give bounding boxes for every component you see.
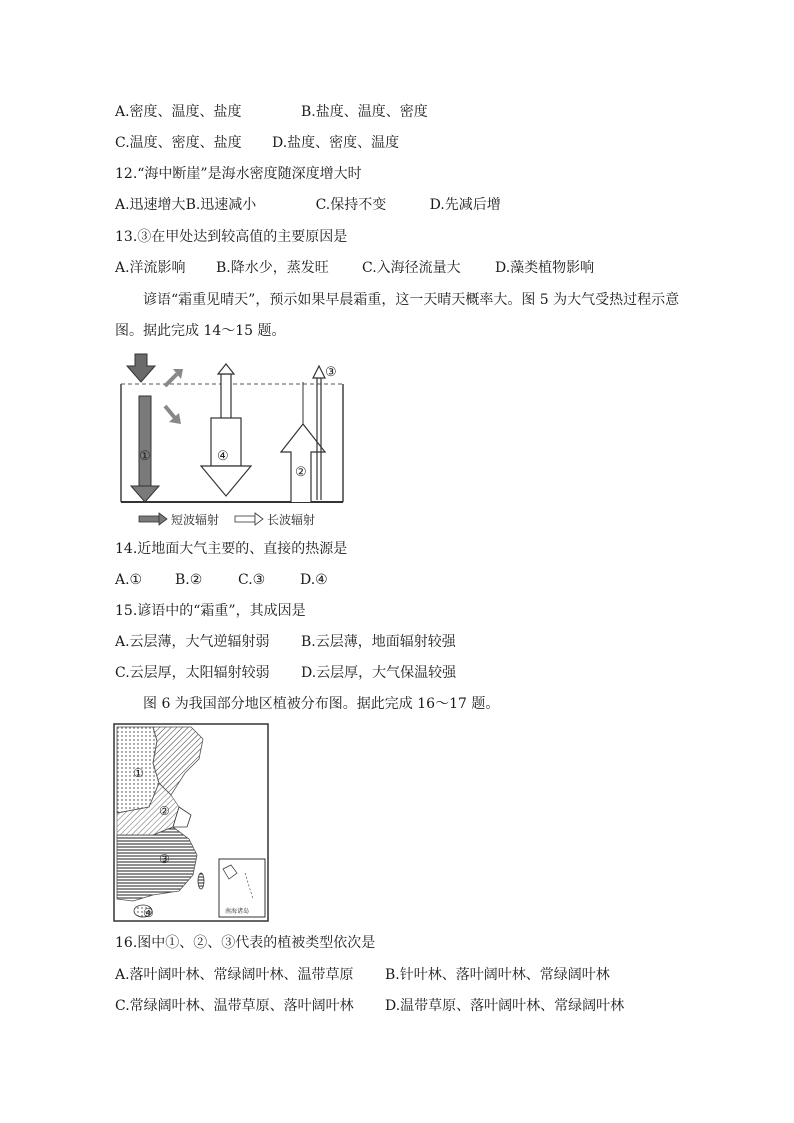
q15-option-d: D.云层厚，大气保温较强 bbox=[301, 665, 457, 681]
q15-options-row1 bbox=[115, 632, 456, 652]
passage2-line1: 谚语“霜重见晴天”，预示如果早晨霜重，这一天晴天概率大。图 5 为大气受热过程示意 bbox=[143, 292, 680, 308]
figure5-label-4: ④ bbox=[217, 449, 229, 464]
figure5-legend-long: 长波辐射 bbox=[267, 513, 316, 527]
q12-option-a: A.迅速增大 bbox=[115, 197, 186, 213]
q11-option-c: C.温度、密度、盐度 bbox=[115, 135, 242, 151]
q11-options-row2 bbox=[115, 133, 399, 153]
q16-stem: 16.图中①、②、③代表的植被类型依次是 bbox=[115, 935, 376, 951]
figure6-vegetation-map bbox=[113, 723, 269, 923]
q14-option-d: D.④ bbox=[300, 572, 328, 588]
legend-short-icon bbox=[139, 513, 167, 525]
passage3-line1: 图 6 为我国部分地区植被分布图。据此完成 16～17 题。 bbox=[143, 696, 500, 712]
figure5-label-2: ② bbox=[295, 465, 307, 480]
q15-option-a: A.云层薄，大气逆辐射弱 bbox=[115, 634, 270, 650]
q12-options bbox=[115, 195, 501, 215]
q16-option-a: A.落叶阔叶林、常绿阔叶林、温带草原 bbox=[115, 967, 354, 983]
q11-option-d: D.盐度、密度、温度 bbox=[272, 135, 400, 151]
q14-option-a: A.① bbox=[115, 572, 143, 588]
q14-option-b: B.② bbox=[175, 572, 203, 588]
q13-option-a: A.洋流影响 bbox=[115, 260, 186, 276]
q14-options bbox=[115, 570, 328, 590]
q16-option-c: C.常绿阔叶林、温带草原、落叶阔叶林 bbox=[115, 998, 354, 1014]
q16-options-row1 bbox=[115, 965, 610, 985]
passage2-line2: 图。据此完成 14～15 题。 bbox=[115, 323, 286, 339]
q12-stem: 12.“海中断崖”是海水密度随深度增大时 bbox=[115, 166, 362, 182]
figure6-label-3: ③ bbox=[159, 852, 170, 866]
q15-option-c: C.云层厚，太阳辐射较弱 bbox=[115, 665, 270, 681]
q13-option-d: D.藻类植物影响 bbox=[495, 260, 595, 276]
q11-option-b: B.盐度、温度、密度 bbox=[301, 104, 428, 120]
figure5-label-3: ③ bbox=[325, 365, 337, 380]
figure5-label-1: ① bbox=[139, 449, 151, 464]
q15-option-b: B.云层薄，地面辐射较强 bbox=[301, 634, 456, 650]
q16-options-row2 bbox=[115, 996, 624, 1016]
q16-option-d: D.温带草原、落叶阔叶林、常绿阔叶林 bbox=[385, 998, 625, 1014]
figure6-inset-label: 南海诸岛 bbox=[225, 908, 250, 915]
figure6-label-4: ④ bbox=[143, 906, 154, 920]
legend-long-icon bbox=[235, 513, 263, 525]
q13-option-c: C.入海径流量大 bbox=[362, 260, 461, 276]
q16-option-b: B.针叶林、落叶阔叶林、常绿阔叶林 bbox=[385, 967, 610, 983]
q12-option-d: D.先减后增 bbox=[429, 197, 501, 213]
q13-option-b: B.降水少，蒸发旺 bbox=[216, 260, 329, 276]
q11-options-row1 bbox=[115, 102, 428, 122]
q11-option-a: A.密度、温度、盐度 bbox=[115, 104, 242, 120]
q12-option-b: B.迅速减小 bbox=[185, 197, 257, 213]
q14-stem: 14.近地面大气主要的、直接的热源是 bbox=[115, 541, 348, 557]
figure6-label-1: ① bbox=[133, 766, 144, 780]
figure6-label-2: ② bbox=[159, 804, 170, 818]
figure5-legend-short: 短波辐射 bbox=[171, 513, 220, 527]
q12-option-c: C.保持不变 bbox=[315, 197, 387, 213]
q13-options bbox=[115, 258, 594, 278]
q15-options-row2 bbox=[115, 663, 456, 683]
q14-option-c: C.③ bbox=[238, 572, 266, 588]
q13-stem: 13.③在甲处达到较高值的主要原因是 bbox=[115, 229, 348, 245]
q15-stem: 15.谚语中的“霜重”，其成因是 bbox=[115, 603, 306, 619]
figure5-atmosphere-heating bbox=[113, 352, 353, 532]
